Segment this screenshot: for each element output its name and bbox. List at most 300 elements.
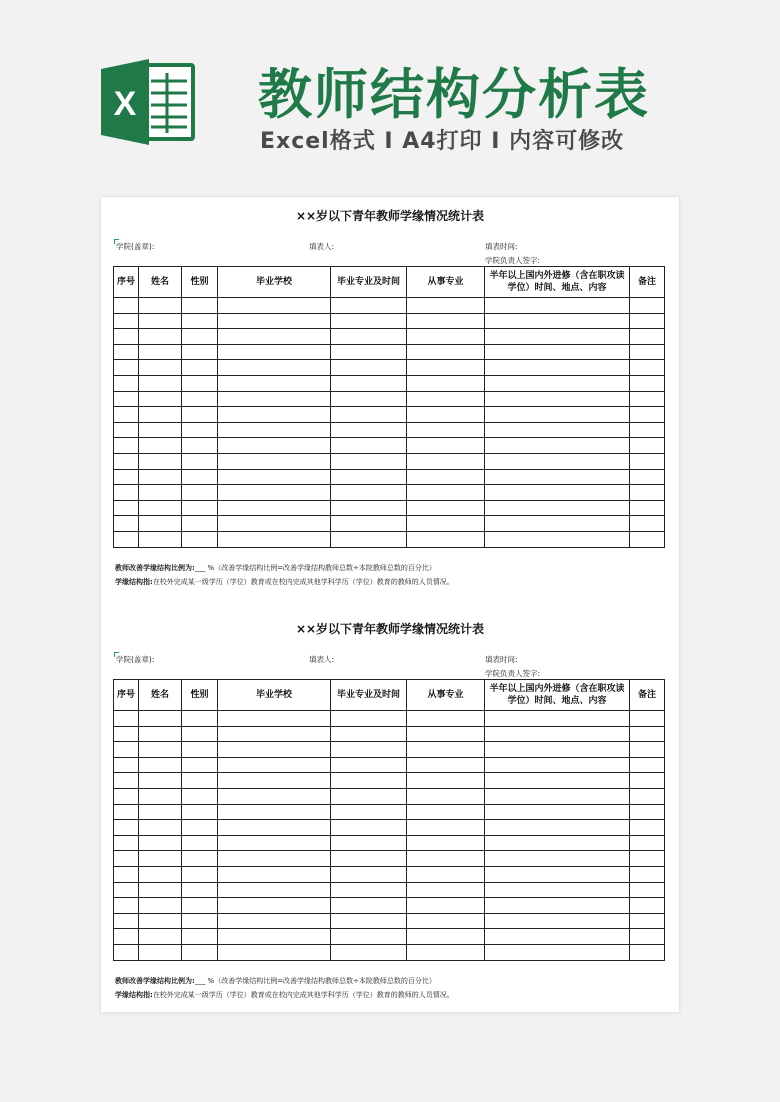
table-cell[interactable] [407, 531, 485, 547]
table-cell[interactable] [139, 773, 182, 789]
table-cell[interactable] [407, 757, 485, 773]
table-cell[interactable] [407, 375, 485, 391]
table-cell[interactable] [485, 407, 630, 423]
table-cell[interactable] [407, 835, 485, 851]
table-cell[interactable] [114, 851, 139, 867]
table-cell[interactable] [485, 788, 630, 804]
table-cell[interactable] [218, 360, 331, 376]
table-cell[interactable] [407, 313, 485, 329]
table-cell[interactable] [139, 516, 182, 532]
col-header-gender: 性别 [182, 680, 218, 711]
table-cell[interactable] [630, 485, 665, 501]
table-cell[interactable] [331, 422, 407, 438]
table-cell[interactable] [331, 882, 407, 898]
ratio-note [115, 563, 436, 573]
table-cell[interactable] [331, 469, 407, 485]
table-cell[interactable] [218, 711, 331, 727]
table-cell[interactable] [114, 329, 139, 345]
table-cell[interactable] [182, 329, 218, 345]
table-cell[interactable] [407, 866, 485, 882]
table-cell[interactable] [114, 742, 139, 758]
table-cell[interactable] [331, 898, 407, 914]
table-cell[interactable] [139, 422, 182, 438]
table-cell[interactable] [182, 866, 218, 882]
table-cell[interactable] [630, 407, 665, 423]
table-cell[interactable] [139, 898, 182, 914]
table-cell[interactable] [218, 835, 331, 851]
table-cell[interactable] [331, 329, 407, 345]
table-cell[interactable] [114, 913, 139, 929]
table-cell[interactable] [218, 882, 331, 898]
table-cell[interactable] [139, 375, 182, 391]
college-label: 学院(盖章): [116, 242, 155, 251]
table-cell[interactable] [218, 742, 331, 758]
table-cell[interactable] [630, 329, 665, 345]
table-cell[interactable] [182, 804, 218, 820]
table-cell[interactable] [630, 913, 665, 929]
table-cell[interactable] [114, 469, 139, 485]
table-cell[interactable] [218, 422, 331, 438]
table-cell[interactable] [630, 944, 665, 960]
table-cell[interactable] [218, 391, 331, 407]
table-cell[interactable] [218, 500, 331, 516]
table-cell[interactable] [331, 726, 407, 742]
page-header [0, 0, 780, 196]
table-row [114, 313, 665, 329]
table-cell[interactable] [139, 391, 182, 407]
table-cell[interactable] [485, 913, 630, 929]
table-cell[interactable] [218, 788, 331, 804]
table-cell[interactable] [218, 866, 331, 882]
logo-letter: X [113, 85, 137, 123]
table-cell[interactable] [485, 820, 630, 836]
definition-note-label: 学缘结构指: [115, 991, 153, 999]
table-cell[interactable] [218, 516, 331, 532]
table-row [114, 298, 665, 314]
table-cell[interactable] [218, 804, 331, 820]
table-cell[interactable] [485, 485, 630, 501]
table-cell[interactable] [139, 882, 182, 898]
table-cell[interactable] [407, 773, 485, 789]
table-cell[interactable] [630, 375, 665, 391]
table-cell[interactable] [182, 469, 218, 485]
table-cell[interactable] [407, 391, 485, 407]
table-cell[interactable] [139, 438, 182, 454]
table-cell[interactable] [182, 711, 218, 727]
table-cell[interactable] [331, 757, 407, 773]
table-cell[interactable] [182, 360, 218, 376]
table-cell[interactable] [630, 344, 665, 360]
table-cell[interactable] [218, 851, 331, 867]
table-cell[interactable] [407, 422, 485, 438]
table-cell[interactable] [630, 531, 665, 547]
table-cell[interactable] [407, 485, 485, 501]
table-cell[interactable] [182, 944, 218, 960]
table-cell[interactable] [218, 485, 331, 501]
table-cell[interactable] [218, 820, 331, 836]
table-cell[interactable] [331, 820, 407, 836]
table-body [114, 298, 665, 548]
table-cell[interactable] [630, 882, 665, 898]
table-cell[interactable] [331, 344, 407, 360]
table-cell[interactable] [218, 344, 331, 360]
table-cell[interactable] [407, 360, 485, 376]
table-cell[interactable] [630, 422, 665, 438]
table-cell[interactable] [485, 360, 630, 376]
table-row [114, 773, 665, 789]
col-header-name: 姓名 [139, 267, 182, 298]
table-cell[interactable] [331, 531, 407, 547]
table-row [114, 375, 665, 391]
table-cell[interactable] [114, 438, 139, 454]
table-cell[interactable] [630, 391, 665, 407]
table-cell[interactable] [630, 500, 665, 516]
table-cell[interactable] [139, 500, 182, 516]
table-cell[interactable] [485, 757, 630, 773]
ratio-note-text: ___ %（改善学缘结构比例=改善学缘结构教师总数÷本院教师总数的百分比） [194, 564, 436, 572]
table-cell[interactable] [485, 500, 630, 516]
col-header-index: 序号 [114, 680, 139, 711]
table-row [114, 485, 665, 501]
definition-note [115, 577, 454, 587]
table-cell[interactable] [407, 788, 485, 804]
table-row [114, 453, 665, 469]
table-cell[interactable] [331, 742, 407, 758]
table-cell[interactable] [407, 726, 485, 742]
table-cell[interactable] [630, 820, 665, 836]
table-cell[interactable] [407, 742, 485, 758]
table-cell[interactable] [485, 422, 630, 438]
table-cell[interactable] [218, 773, 331, 789]
table-cell[interactable] [331, 788, 407, 804]
table-row [114, 898, 665, 914]
table-cell[interactable] [182, 531, 218, 547]
table-cell[interactable] [182, 516, 218, 532]
table-cell[interactable] [139, 866, 182, 882]
table-cell[interactable] [218, 329, 331, 345]
table-cell[interactable] [630, 360, 665, 376]
table-cell[interactable] [182, 453, 218, 469]
table-cell[interactable] [630, 298, 665, 314]
table-cell[interactable] [331, 913, 407, 929]
table-cell[interactable] [139, 742, 182, 758]
table-cell[interactable] [182, 375, 218, 391]
table-cell[interactable] [630, 773, 665, 789]
table-cell[interactable] [182, 742, 218, 758]
table-cell[interactable] [407, 438, 485, 454]
table-cell[interactable] [114, 835, 139, 851]
ratio-note-label: 教师改善学缘结构比例为: [115, 564, 195, 572]
table-cell[interactable] [218, 898, 331, 914]
table-cell[interactable] [485, 944, 630, 960]
table-cell[interactable] [485, 726, 630, 742]
table-cell[interactable] [331, 375, 407, 391]
table-cell[interactable] [139, 757, 182, 773]
table-cell[interactable] [485, 711, 630, 727]
table-cell[interactable] [139, 531, 182, 547]
table-cell[interactable] [630, 711, 665, 727]
table-cell[interactable] [182, 913, 218, 929]
table-cell[interactable] [114, 485, 139, 501]
table-cell[interactable] [114, 773, 139, 789]
table-row [114, 851, 665, 867]
table-cell[interactable] [407, 882, 485, 898]
table-cell[interactable] [485, 866, 630, 882]
table-cell[interactable] [114, 516, 139, 532]
table-cell[interactable] [182, 851, 218, 867]
table-cell[interactable] [139, 344, 182, 360]
table-cell[interactable] [218, 726, 331, 742]
table-cell[interactable] [139, 453, 182, 469]
table-cell[interactable] [630, 757, 665, 773]
table-cell[interactable] [331, 298, 407, 314]
table-cell[interactable] [182, 344, 218, 360]
table-cell[interactable] [182, 500, 218, 516]
col-header-index: 序号 [114, 267, 139, 298]
table-cell[interactable] [331, 438, 407, 454]
table-cell[interactable] [407, 500, 485, 516]
table-cell[interactable] [331, 485, 407, 501]
table-cell[interactable] [182, 438, 218, 454]
table-cell[interactable] [407, 898, 485, 914]
filler-label: 填表人: [309, 655, 335, 664]
table-cell[interactable] [407, 929, 485, 945]
table-cell[interactable] [114, 929, 139, 945]
table-cell[interactable] [114, 375, 139, 391]
table-cell[interactable] [331, 391, 407, 407]
stats-table [113, 266, 665, 548]
table-cell[interactable] [114, 788, 139, 804]
table-cell[interactable] [331, 929, 407, 945]
col-header-remarks: 备注 [630, 680, 665, 711]
table-cell[interactable] [114, 407, 139, 423]
table-cell[interactable] [331, 360, 407, 376]
table-cell[interactable] [630, 866, 665, 882]
col-header-school: 毕业学校 [218, 680, 331, 711]
table-cell[interactable] [139, 329, 182, 345]
table-cell[interactable] [218, 313, 331, 329]
table-cell[interactable] [407, 469, 485, 485]
table-cell[interactable] [407, 711, 485, 727]
table-cell[interactable] [630, 835, 665, 851]
date-label: 填表时间: [485, 242, 518, 251]
table-cell[interactable] [182, 773, 218, 789]
table-cell[interactable] [182, 898, 218, 914]
table-cell[interactable] [485, 329, 630, 345]
table-cell[interactable] [630, 726, 665, 742]
table-cell[interactable] [485, 835, 630, 851]
table-cell[interactable] [114, 944, 139, 960]
table-cell[interactable] [630, 453, 665, 469]
table-cell[interactable] [114, 726, 139, 742]
table-cell[interactable] [114, 313, 139, 329]
table-cell[interactable] [630, 742, 665, 758]
table-cell[interactable] [331, 851, 407, 867]
table-row [114, 913, 665, 929]
table-cell[interactable] [139, 298, 182, 314]
table-cell[interactable] [114, 820, 139, 836]
table-cell[interactable] [114, 866, 139, 882]
table-cell[interactable] [485, 804, 630, 820]
table-cell[interactable] [139, 820, 182, 836]
table-cell[interactable] [114, 500, 139, 516]
table-cell[interactable] [485, 929, 630, 945]
table-cell[interactable] [485, 313, 630, 329]
table-cell[interactable] [485, 851, 630, 867]
table-cell[interactable] [114, 422, 139, 438]
table-cell[interactable] [139, 726, 182, 742]
table-cell[interactable] [630, 898, 665, 914]
table-cell[interactable] [139, 851, 182, 867]
table-cell[interactable] [485, 438, 630, 454]
table-cell[interactable] [182, 929, 218, 945]
table-cell[interactable] [485, 882, 630, 898]
table-cell[interactable] [485, 773, 630, 789]
table-cell[interactable] [114, 898, 139, 914]
table-cell[interactable] [114, 531, 139, 547]
table-cell[interactable] [182, 726, 218, 742]
table-cell[interactable] [114, 711, 139, 727]
table-cell[interactable] [485, 742, 630, 758]
table-cell[interactable] [331, 313, 407, 329]
table-cell[interactable] [485, 298, 630, 314]
table-cell[interactable] [407, 329, 485, 345]
table-cell[interactable] [139, 360, 182, 376]
table-row [114, 742, 665, 758]
table-cell[interactable] [182, 835, 218, 851]
table-cell[interactable] [139, 929, 182, 945]
table-cell[interactable] [114, 757, 139, 773]
table-cell[interactable] [407, 851, 485, 867]
table-cell[interactable] [485, 898, 630, 914]
table-cell[interactable] [407, 913, 485, 929]
col-header-school: 毕业学校 [218, 267, 331, 298]
table-cell[interactable] [630, 788, 665, 804]
stats-table [113, 679, 665, 961]
table-cell[interactable] [407, 344, 485, 360]
table-cell[interactable] [630, 313, 665, 329]
table-cell[interactable] [114, 298, 139, 314]
table-row [114, 835, 665, 851]
table-cell[interactable] [182, 422, 218, 438]
definition-note-text: 在校外完成某一级学历（学位）教育或在校内完成其他学科学历（学位）教育的教师的人员情况。 [152, 578, 454, 586]
table-cell[interactable] [485, 375, 630, 391]
table-cell[interactable] [114, 391, 139, 407]
table-cell[interactable] [485, 453, 630, 469]
table-cell[interactable] [407, 453, 485, 469]
table-cell[interactable] [139, 313, 182, 329]
table-cell[interactable] [182, 485, 218, 501]
table-cell[interactable] [218, 757, 331, 773]
table-cell[interactable] [630, 804, 665, 820]
table-cell[interactable] [407, 944, 485, 960]
col-header-name: 姓名 [139, 680, 182, 711]
table-header-row [114, 267, 665, 298]
col-header-training: 半年以上国内外进修（含在职攻读学位）时间、地点、内容 [485, 267, 630, 298]
table-cell[interactable] [407, 407, 485, 423]
table-row [114, 422, 665, 438]
table-cell[interactable] [218, 929, 331, 945]
table-cell[interactable] [485, 516, 630, 532]
table-cell[interactable] [139, 788, 182, 804]
table-cell[interactable] [485, 344, 630, 360]
table-cell[interactable] [218, 407, 331, 423]
table-cell[interactable] [182, 757, 218, 773]
table-cell[interactable] [331, 944, 407, 960]
table-cell[interactable] [114, 804, 139, 820]
table-cell[interactable] [139, 711, 182, 727]
table-cell[interactable] [407, 804, 485, 820]
table-cell[interactable] [218, 438, 331, 454]
table-cell[interactable] [182, 313, 218, 329]
table-row [114, 531, 665, 547]
definition-note [115, 990, 454, 1000]
table-cell[interactable] [139, 913, 182, 929]
table-cell[interactable] [218, 531, 331, 547]
table-cell[interactable] [485, 469, 630, 485]
table-cell[interactable] [218, 453, 331, 469]
table-cell[interactable] [331, 866, 407, 882]
table-cell[interactable] [331, 407, 407, 423]
table-row [114, 866, 665, 882]
table-cell[interactable] [218, 375, 331, 391]
table-cell[interactable] [139, 804, 182, 820]
table-cell[interactable] [331, 773, 407, 789]
table-cell[interactable] [485, 391, 630, 407]
table-cell[interactable] [407, 516, 485, 532]
table-cell[interactable] [630, 438, 665, 454]
table-cell[interactable] [182, 391, 218, 407]
table-cell[interactable] [182, 298, 218, 314]
table-cell[interactable] [114, 882, 139, 898]
table-cell[interactable] [331, 516, 407, 532]
sheet-title: ××岁以下青年教师学缘情况统计表 [295, 209, 485, 223]
table-cell[interactable] [331, 804, 407, 820]
table-cell[interactable] [331, 453, 407, 469]
table-cell[interactable] [139, 469, 182, 485]
table-cell[interactable] [114, 344, 139, 360]
table-cell[interactable] [630, 516, 665, 532]
table-cell[interactable] [218, 944, 331, 960]
table-cell[interactable] [182, 882, 218, 898]
table-cell[interactable] [331, 711, 407, 727]
table-cell[interactable] [407, 820, 485, 836]
table-cell[interactable] [182, 788, 218, 804]
page-title: 教师结构分析表 [258, 63, 650, 126]
table-cell[interactable] [218, 298, 331, 314]
table-cell[interactable] [630, 851, 665, 867]
table-cell[interactable] [182, 407, 218, 423]
table-cell[interactable] [139, 944, 182, 960]
table-cell[interactable] [630, 929, 665, 945]
table-cell[interactable] [139, 407, 182, 423]
table-cell[interactable] [407, 298, 485, 314]
table-cell[interactable] [139, 835, 182, 851]
table-cell[interactable] [114, 453, 139, 469]
table-cell[interactable] [182, 820, 218, 836]
table-cell[interactable] [114, 360, 139, 376]
table-header-row [114, 680, 665, 711]
col-header-major-time: 毕业专业及时间 [331, 680, 407, 711]
table-cell[interactable] [331, 835, 407, 851]
table-cell[interactable] [218, 469, 331, 485]
table-row [114, 391, 665, 407]
table-cell[interactable] [331, 500, 407, 516]
table-cell[interactable] [630, 469, 665, 485]
table-cell[interactable] [139, 485, 182, 501]
table-cell[interactable] [485, 531, 630, 547]
table-cell[interactable] [218, 913, 331, 929]
